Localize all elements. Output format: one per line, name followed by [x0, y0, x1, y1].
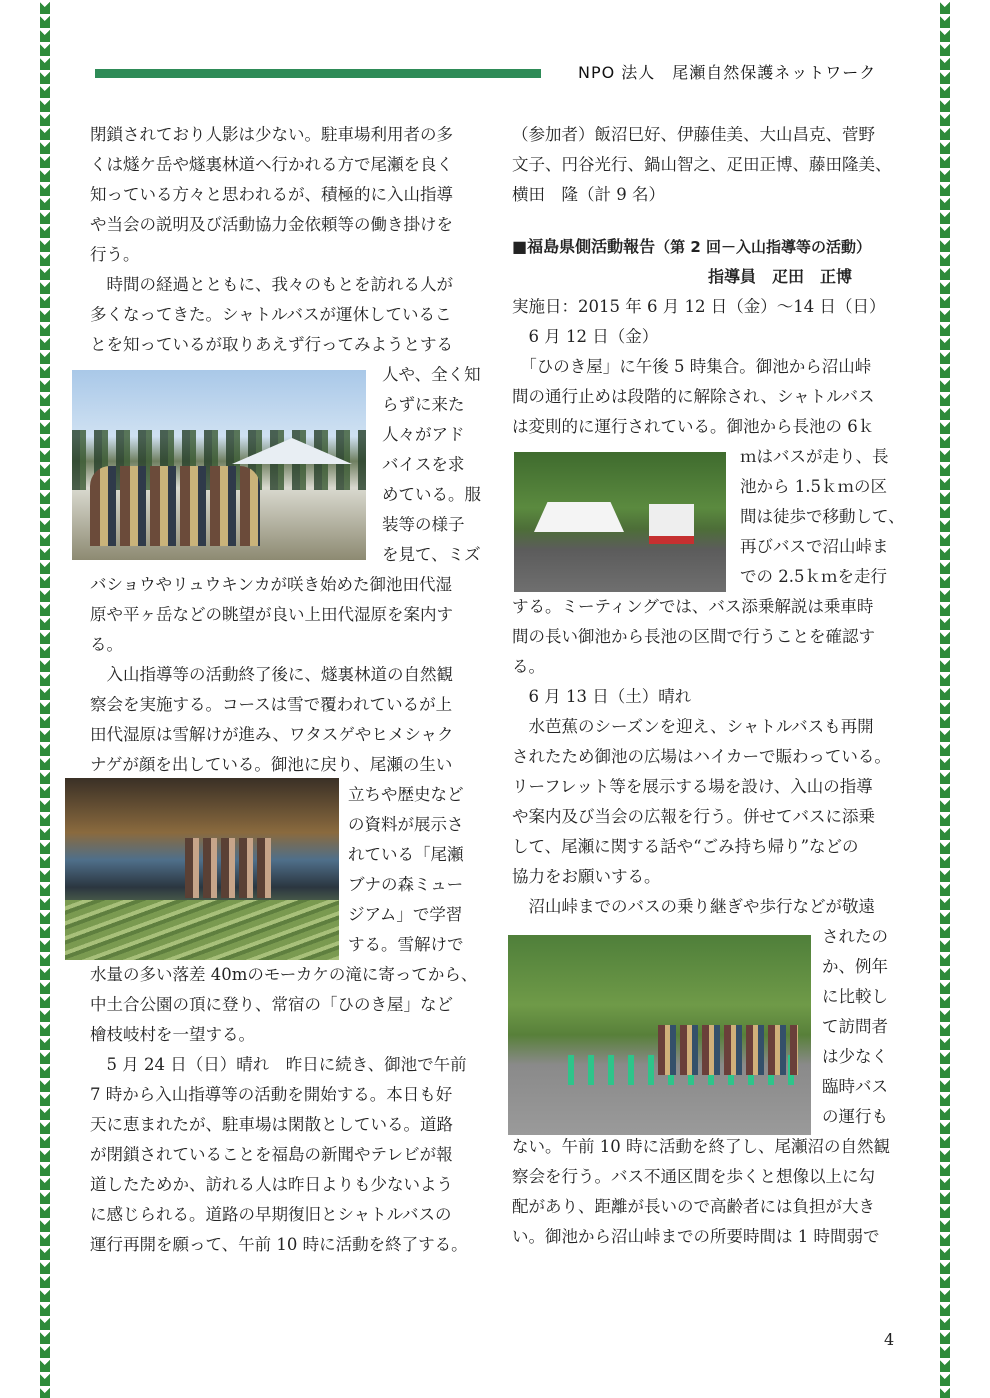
- text-line: での 2.5ｋｍを走行: [740, 567, 887, 586]
- text-line: する。ミーティングでは、バス添乗解説は乗車時: [512, 597, 874, 616]
- text-line: 入山指導等の活動終了後に、燧裏林道の自然観: [90, 665, 453, 684]
- text-line: めている。服: [382, 485, 481, 504]
- left-block-4: [90, 780, 488, 960]
- text-line: 装等の様子: [382, 515, 465, 534]
- text-line: 道したためか、訪れる人は昨日よりも少ないよう: [90, 1175, 453, 1194]
- text-line: い。御池から沼山峠までの所要時間は 1 時間弱で: [512, 1227, 880, 1246]
- text-line: ｍはバスが走り、長: [740, 447, 889, 466]
- text-line: が閉鎖されていることを福島の新聞やテレビが報: [90, 1145, 453, 1164]
- text-line: 多くなってきた。シャトルバスが運休しているこ: [90, 305, 452, 324]
- text-line: 池から 1.5ｋｍの区: [740, 477, 887, 496]
- text-line: 横田 隆（計 9 名）: [512, 185, 665, 204]
- text-line: 檜枝岐村を一望する。: [90, 1025, 255, 1044]
- text-line: とを知っているが取りあえず行ってみようとする: [90, 335, 453, 354]
- right-block-4: [512, 922, 912, 1132]
- text-line: る。: [512, 657, 545, 676]
- text-line: 文子、円谷光行、鍋山智之、疋田正博、藤田隆美、: [512, 155, 892, 174]
- left-block-3: [90, 570, 488, 780]
- text-line: 天に恵まれたが、駐車場は閑散としている。道路: [90, 1115, 453, 1134]
- text-line: 6 月 12 日（金）: [512, 327, 659, 346]
- text-line: 水芭蕉のシーズンを迎え、シャトルバスも再開: [512, 717, 874, 736]
- text-line: る。: [90, 635, 123, 654]
- section-heading: [512, 232, 912, 262]
- text-line: バイスを求: [382, 455, 465, 474]
- right-block-5: [512, 1132, 912, 1252]
- text-line: 6 月 13 日（土）晴れ: [512, 687, 692, 706]
- text-line: 人や、全く知: [382, 365, 481, 384]
- page-number: 4: [884, 1330, 895, 1349]
- text-line: 運行再開を願って、午前 10 時に活動を終了する。: [90, 1235, 468, 1254]
- text-line: くは燧ケ岳や燧裏林道へ行かれる方で尾瀬を良く: [90, 155, 453, 174]
- left-block-5: [90, 960, 488, 1260]
- text-line: て訪問者: [822, 1017, 888, 1036]
- text-line: ジアム」で学習: [348, 905, 463, 924]
- participants-block: [512, 120, 912, 210]
- header-organization: NPO 法人 尾瀬自然保護ネットワーク: [578, 63, 877, 82]
- text-line: 沼山峠までのバスの乗り継ぎや歩行などが敬遠: [512, 897, 875, 916]
- text-line: か、例年: [822, 957, 888, 976]
- text-line: する。雪解けで: [348, 935, 464, 954]
- text-line: らずに来た: [382, 395, 465, 414]
- right-block-1: [512, 292, 912, 442]
- text-line: に比較し: [822, 987, 888, 1006]
- text-line: 間の長い御池から長池の区間で行うことを確認す: [512, 627, 875, 646]
- text-line: リーフレット等を展示する場を設け、入山の指導: [512, 777, 873, 796]
- text-line: に感じられる。道路の早期復旧とシャトルバスの: [90, 1205, 452, 1224]
- left-block-1: [90, 120, 488, 360]
- text-line: 行う。: [90, 245, 140, 264]
- text-line: 知っている方々と思われるが、積極的に入山指導: [90, 185, 453, 204]
- text-line: 実施日：2015 年 6 月 12 日（金）～14 日（日）: [512, 297, 886, 316]
- left-block-2: [90, 360, 488, 570]
- text-line: 7 時から入山指導等の活動を開始する。本日も好: [90, 1085, 453, 1104]
- text-line: 人々がアド: [382, 425, 465, 444]
- text-line: 中土合公園の頂に登り、常宿の「ひのき屋」など: [90, 995, 453, 1014]
- right-column: [512, 120, 912, 1252]
- text-line: を見て、ミズ: [382, 545, 481, 564]
- text-line: は少なく: [822, 1047, 888, 1066]
- text-line: されたの: [822, 927, 888, 946]
- text-line: されたため御池の広場はハイカーで賑わっている。: [512, 747, 891, 766]
- text-line: バショウやリュウキンカが咲き始めた御池田代湿: [90, 575, 453, 594]
- text-line: 原や平ヶ岳などの眺望が良い上田代湿原を案内す: [90, 605, 453, 624]
- text-line: 5 月 24 日（日）晴れ 昨日に続き、御池で午前: [90, 1055, 467, 1074]
- text-line: 協力をお願いする。: [512, 867, 661, 886]
- text-line: （参加者）飯沼巳好、伊藤佳美、大山昌克、菅野: [512, 125, 875, 144]
- text-line: 察会を行う。バス不通区間を歩くと想像以上に勾: [512, 1167, 875, 1186]
- text-line: れている「尾瀬: [348, 845, 464, 864]
- text-line: は変則的に運行されている。御池から長池の 6ｋ: [512, 417, 875, 436]
- text-line: 間の通行止めは段階的に解除され、シャトルバス: [512, 387, 875, 406]
- text-line: 時間の経過とともに、我々のもとを訪れる人が: [90, 275, 453, 294]
- text-line: の資料が展示さ: [348, 815, 464, 834]
- text-line: 間は徒歩で移動して、: [740, 507, 905, 526]
- author-byline: 指導員 疋田 正博: [708, 267, 853, 286]
- text-line: ナゲが顔を出している。御池に戻り、尾瀬の生い: [90, 755, 453, 774]
- section-title: ■福島県側活動報告: [512, 237, 656, 256]
- text-line: の運行も: [822, 1107, 888, 1126]
- text-line: 立ちや歴史など: [348, 785, 464, 804]
- text-line: 臨時バス: [822, 1077, 888, 1096]
- text-line: して、尾瀬に関する話や“ごみ持ち帰り”などの: [512, 837, 859, 856]
- text-line: 水量の多い落差 40mのモーカケの滝に寄ってから、: [90, 965, 478, 984]
- header-green-bar: [95, 69, 541, 78]
- text-line: ない。午前 10 時に活動を終了し、尾瀬沼の自然観: [512, 1137, 890, 1156]
- text-line: 察会を実施する。コースは雪で覆われているが上: [90, 695, 453, 714]
- text-line: 閉鎖されており人影は少ない。駐車場利用者の多: [90, 125, 453, 144]
- text-line: 配があり、距離が長いので高齢者には負担が大き: [512, 1197, 875, 1216]
- text-line: 再びバスで沼山峠ま: [740, 537, 889, 556]
- text-line: や当会の説明及び活動協力金依頼等の働き掛けを: [90, 215, 453, 234]
- right-decorative-border: [940, 0, 950, 1398]
- text-line: 「ひのき屋」に午後 5 時集合。御池から沼山峠: [512, 357, 872, 376]
- right-block-2: [512, 442, 912, 592]
- text-line: や案内及び当会の広報を行う。併せてバスに添乗: [512, 807, 875, 826]
- left-decorative-border: [40, 0, 50, 1398]
- left-column: [90, 120, 488, 1260]
- text-line: 田代湿原は雪解けが進み、ワタスゲやヒメシャク: [90, 725, 454, 744]
- text-line: ブナの森ミュー: [348, 875, 464, 894]
- right-block-3: [512, 592, 912, 922]
- section-subtitle: （第 2 回－入山指導等の活動）: [655, 238, 872, 256]
